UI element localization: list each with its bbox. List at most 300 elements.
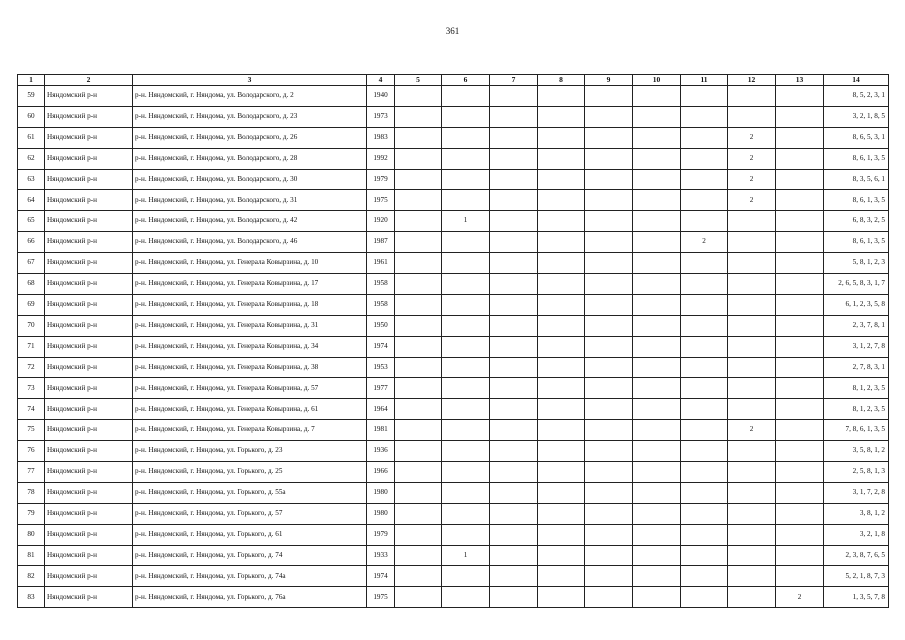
col8-cell — [538, 545, 585, 566]
year-cell: 1975 — [367, 190, 395, 211]
district-cell: Няндомский р-н — [45, 336, 133, 357]
col12-cell — [728, 399, 776, 420]
district-cell: Няндомский р-н — [45, 294, 133, 315]
col5-cell — [395, 86, 442, 107]
year-cell: 1979 — [367, 524, 395, 545]
col11-cell — [681, 211, 728, 232]
year-cell: 1974 — [367, 336, 395, 357]
address-cell: р-н. Няндомский, г. Няндома, ул. Горького, д. 74а — [133, 566, 367, 587]
col11-cell — [681, 253, 728, 274]
year-cell: 1992 — [367, 148, 395, 169]
table-row — [18, 274, 889, 295]
table-row — [18, 127, 889, 148]
col6-cell — [442, 503, 490, 524]
col13-cell — [776, 503, 824, 524]
row-number: 83 — [18, 587, 45, 608]
col10-cell — [633, 399, 681, 420]
codes-cell: 2, 3, 7, 8, 1 — [824, 315, 889, 336]
row-number: 75 — [18, 420, 45, 441]
address-cell: р-н. Няндомский, г. Няндома, ул. Генерала Ковырзина, д. 17 — [133, 274, 367, 295]
col11-cell — [681, 294, 728, 315]
col9-cell — [585, 106, 633, 127]
col7-cell — [490, 503, 538, 524]
year-cell: 1958 — [367, 294, 395, 315]
col13-cell — [776, 482, 824, 503]
row-number: 69 — [18, 294, 45, 315]
col13-cell — [776, 545, 824, 566]
address-cell: р-н. Няндомский, г. Няндома, ул. Генерала Ковырзина, д. 38 — [133, 357, 367, 378]
table-row — [18, 545, 889, 566]
col7-cell — [490, 587, 538, 608]
address-cell: р-н. Няндомский, г. Няндома, ул. Горького, д. 25 — [133, 462, 367, 483]
table-row — [18, 462, 889, 483]
table-row — [18, 399, 889, 420]
col9-cell — [585, 482, 633, 503]
col5-cell — [395, 274, 442, 295]
district-cell: Няндомский р-н — [45, 545, 133, 566]
col8-cell — [538, 566, 585, 587]
row-number: 71 — [18, 336, 45, 357]
col9-cell — [585, 294, 633, 315]
address-cell: р-н. Няндомский, г. Няндома, ул. Генерала Ковырзина, д. 10 — [133, 253, 367, 274]
district-cell: Няндомский р-н — [45, 274, 133, 295]
district-cell: Няндомский р-н — [45, 420, 133, 441]
year-cell: 1966 — [367, 462, 395, 483]
address-cell: р-н. Няндомский, г. Няндома, ул. Володарского, д. 28 — [133, 148, 367, 169]
address-cell: р-н. Няндомский, г. Няндома, ул. Горького, д. 57 — [133, 503, 367, 524]
row-number: 70 — [18, 315, 45, 336]
codes-cell: 5, 2, 1, 8, 7, 3 — [824, 566, 889, 587]
col5-cell — [395, 315, 442, 336]
col13-cell — [776, 399, 824, 420]
table-row — [18, 566, 889, 587]
address-cell: р-н. Няндомский, г. Няндома, ул. Володарского, д. 2 — [133, 86, 367, 107]
address-cell: р-н. Няндомский, г. Няндома, ул. Володарского, д. 30 — [133, 169, 367, 190]
district-cell: Няндомский р-н — [45, 441, 133, 462]
col10-cell — [633, 378, 681, 399]
col10-cell — [633, 357, 681, 378]
col13-cell — [776, 315, 824, 336]
col9-cell — [585, 336, 633, 357]
col10-cell — [633, 315, 681, 336]
col11-cell — [681, 274, 728, 295]
district-cell: Няндомский р-н — [45, 315, 133, 336]
table-row — [18, 336, 889, 357]
codes-cell: 6, 8, 3, 2, 5 — [824, 211, 889, 232]
table-row — [18, 524, 889, 545]
col5-cell — [395, 587, 442, 608]
col6-cell — [442, 232, 490, 253]
col6-cell — [442, 357, 490, 378]
col8-cell — [538, 211, 585, 232]
col13-cell — [776, 127, 824, 148]
col5-cell — [395, 169, 442, 190]
col11-cell — [681, 587, 728, 608]
col10-cell — [633, 503, 681, 524]
address-cell: р-н. Няндомский, г. Няндома, ул. Горького, д. 74 — [133, 545, 367, 566]
row-number: 76 — [18, 441, 45, 462]
col5-cell — [395, 190, 442, 211]
year-cell: 1975 — [367, 587, 395, 608]
col13-cell — [776, 566, 824, 587]
col11-cell — [681, 106, 728, 127]
col13-cell — [776, 524, 824, 545]
col12-cell — [728, 462, 776, 483]
col9-cell — [585, 127, 633, 148]
year-cell: 1920 — [367, 211, 395, 232]
col6-cell — [442, 587, 490, 608]
col12-cell — [728, 378, 776, 399]
col10-cell — [633, 169, 681, 190]
col10-cell — [633, 545, 681, 566]
col7-cell — [490, 462, 538, 483]
column-header-4: 4 — [367, 75, 395, 86]
district-cell: Няндомский р-н — [45, 357, 133, 378]
year-cell: 1973 — [367, 106, 395, 127]
col7-cell — [490, 211, 538, 232]
housing-table — [17, 74, 889, 608]
col9-cell — [585, 545, 633, 566]
col10-cell — [633, 190, 681, 211]
col13-cell — [776, 336, 824, 357]
col7-cell — [490, 232, 538, 253]
col6-cell — [442, 127, 490, 148]
col10-cell — [633, 482, 681, 503]
codes-cell: 7, 8, 6, 1, 3, 5 — [824, 420, 889, 441]
col5-cell — [395, 566, 442, 587]
col12-cell — [728, 357, 776, 378]
col10-cell — [633, 587, 681, 608]
district-cell: Няндомский р-н — [45, 503, 133, 524]
col9-cell — [585, 524, 633, 545]
address-cell: р-н. Няндомский, г. Няндома, ул. Володарского, д. 46 — [133, 232, 367, 253]
address-cell: р-н. Няндомский, г. Няндома, ул. Генерала Ковырзина, д. 34 — [133, 336, 367, 357]
col8-cell — [538, 169, 585, 190]
year-cell: 1980 — [367, 482, 395, 503]
table-row — [18, 294, 889, 315]
table-body — [18, 86, 889, 608]
col7-cell — [490, 482, 538, 503]
col13-cell — [776, 253, 824, 274]
col8-cell — [538, 524, 585, 545]
col6-cell — [442, 253, 490, 274]
codes-cell: 8, 6, 1, 3, 5 — [824, 190, 889, 211]
col5-cell — [395, 232, 442, 253]
col11-cell — [681, 441, 728, 462]
table-row — [18, 148, 889, 169]
col7-cell — [490, 566, 538, 587]
col12-cell — [728, 232, 776, 253]
col8-cell — [538, 148, 585, 169]
year-cell: 1961 — [367, 253, 395, 274]
column-header-13: 13 — [776, 75, 824, 86]
col8-cell — [538, 86, 585, 107]
col5-cell — [395, 357, 442, 378]
col7-cell — [490, 378, 538, 399]
col8-cell — [538, 106, 585, 127]
col13-cell — [776, 148, 824, 169]
codes-cell: 2, 6, 5, 8, 3, 1, 7 — [824, 274, 889, 295]
col10-cell — [633, 253, 681, 274]
col7-cell — [490, 399, 538, 420]
codes-cell: 3, 8, 1, 2 — [824, 503, 889, 524]
table-row — [18, 86, 889, 107]
row-number: 66 — [18, 232, 45, 253]
row-number: 60 — [18, 106, 45, 127]
codes-cell: 1, 3, 5, 7, 8 — [824, 587, 889, 608]
year-cell: 1936 — [367, 441, 395, 462]
column-header-3: 3 — [133, 75, 367, 86]
address-cell: р-н. Няндомский, г. Няндома, ул. Генерала Ковырзина, д. 31 — [133, 315, 367, 336]
address-cell: р-н. Няндомский, г. Няндома, ул. Горького, д. 76а — [133, 587, 367, 608]
year-cell: 1987 — [367, 232, 395, 253]
col12-cell: 2 — [728, 190, 776, 211]
col6-cell — [442, 420, 490, 441]
col9-cell — [585, 253, 633, 274]
codes-cell: 3, 5, 8, 1, 2 — [824, 441, 889, 462]
col12-cell — [728, 315, 776, 336]
col5-cell — [395, 503, 442, 524]
col13-cell — [776, 294, 824, 315]
codes-cell: 8, 1, 2, 3, 5 — [824, 378, 889, 399]
col6-cell — [442, 315, 490, 336]
col7-cell — [490, 86, 538, 107]
table-row — [18, 482, 889, 503]
col5-cell — [395, 336, 442, 357]
col7-cell — [490, 441, 538, 462]
table-row — [18, 357, 889, 378]
col11-cell — [681, 86, 728, 107]
col11-cell — [681, 148, 728, 169]
row-number: 72 — [18, 357, 45, 378]
col9-cell — [585, 211, 633, 232]
year-cell: 1981 — [367, 420, 395, 441]
col5-cell — [395, 106, 442, 127]
col10-cell — [633, 211, 681, 232]
codes-cell: 3, 1, 2, 7, 8 — [824, 336, 889, 357]
address-cell: р-н. Няндомский, г. Няндома, ул. Володарского, д. 42 — [133, 211, 367, 232]
col6-cell: 1 — [442, 211, 490, 232]
col5-cell — [395, 294, 442, 315]
district-cell: Няндомский р-н — [45, 190, 133, 211]
col11-cell — [681, 315, 728, 336]
address-cell: р-н. Няндомский, г. Няндома, ул. Генерала Ковырзина, д. 61 — [133, 399, 367, 420]
col10-cell — [633, 336, 681, 357]
address-cell: р-н. Няндомский, г. Няндома, ул. Горького, д. 55а — [133, 482, 367, 503]
col11-cell — [681, 462, 728, 483]
col10-cell — [633, 274, 681, 295]
row-number: 65 — [18, 211, 45, 232]
col6-cell — [442, 566, 490, 587]
col8-cell — [538, 274, 585, 295]
col10-cell — [633, 566, 681, 587]
col9-cell — [585, 503, 633, 524]
col6-cell — [442, 190, 490, 211]
col7-cell — [490, 524, 538, 545]
col13-cell — [776, 211, 824, 232]
district-cell: Няндомский р-н — [45, 482, 133, 503]
district-cell: Няндомский р-н — [45, 169, 133, 190]
col9-cell — [585, 420, 633, 441]
codes-cell: 8, 6, 1, 3, 5 — [824, 232, 889, 253]
year-cell: 1958 — [367, 274, 395, 295]
row-number: 61 — [18, 127, 45, 148]
col8-cell — [538, 336, 585, 357]
col7-cell — [490, 545, 538, 566]
year-cell: 1964 — [367, 399, 395, 420]
col12-cell — [728, 524, 776, 545]
column-header-11: 11 — [681, 75, 728, 86]
col12-cell — [728, 106, 776, 127]
col7-cell — [490, 357, 538, 378]
col11-cell — [681, 399, 728, 420]
address-cell: р-н. Няндомский, г. Няндома, ул. Володарского, д. 23 — [133, 106, 367, 127]
col7-cell — [490, 190, 538, 211]
col8-cell — [538, 232, 585, 253]
row-number: 67 — [18, 253, 45, 274]
col8-cell — [538, 127, 585, 148]
column-header-9: 9 — [585, 75, 633, 86]
col7-cell — [490, 106, 538, 127]
col13-cell — [776, 190, 824, 211]
col6-cell — [442, 524, 490, 545]
col8-cell — [538, 294, 585, 315]
col8-cell — [538, 462, 585, 483]
col12-cell — [728, 253, 776, 274]
table-row — [18, 503, 889, 524]
col6-cell — [442, 274, 490, 295]
col10-cell — [633, 420, 681, 441]
col12-cell — [728, 294, 776, 315]
year-cell: 1977 — [367, 378, 395, 399]
year-cell: 1974 — [367, 566, 395, 587]
col6-cell — [442, 106, 490, 127]
col10-cell — [633, 106, 681, 127]
col6-cell — [442, 399, 490, 420]
column-header-10: 10 — [633, 75, 681, 86]
year-cell: 1950 — [367, 315, 395, 336]
col6-cell — [442, 482, 490, 503]
col6-cell — [442, 169, 490, 190]
col10-cell — [633, 462, 681, 483]
col5-cell — [395, 482, 442, 503]
col10-cell — [633, 148, 681, 169]
codes-cell: 5, 8, 1, 2, 3 — [824, 253, 889, 274]
col5-cell — [395, 148, 442, 169]
col7-cell — [490, 294, 538, 315]
col5-cell — [395, 211, 442, 232]
codes-cell: 2, 5, 8, 1, 3 — [824, 462, 889, 483]
district-cell: Няндомский р-н — [45, 587, 133, 608]
row-number: 73 — [18, 378, 45, 399]
col12-cell — [728, 503, 776, 524]
col7-cell — [490, 169, 538, 190]
col9-cell — [585, 86, 633, 107]
codes-cell: 2, 3, 8, 7, 6, 5 — [824, 545, 889, 566]
col5-cell — [395, 545, 442, 566]
year-cell: 1979 — [367, 169, 395, 190]
row-number: 80 — [18, 524, 45, 545]
col12-cell — [728, 86, 776, 107]
col13-cell — [776, 420, 824, 441]
address-cell: р-н. Няндомский, г. Няндома, ул. Горького, д. 61 — [133, 524, 367, 545]
col7-cell — [490, 315, 538, 336]
col12-cell — [728, 441, 776, 462]
col7-cell — [490, 336, 538, 357]
col13-cell — [776, 106, 824, 127]
page-number: 361 — [445, 26, 460, 36]
col11-cell — [681, 169, 728, 190]
header-row — [18, 75, 889, 86]
col10-cell — [633, 127, 681, 148]
col13-cell: 2 — [776, 587, 824, 608]
col11-cell — [681, 566, 728, 587]
col13-cell — [776, 169, 824, 190]
col12-cell: 2 — [728, 169, 776, 190]
col8-cell — [538, 420, 585, 441]
col5-cell — [395, 378, 442, 399]
col9-cell — [585, 148, 633, 169]
row-number: 74 — [18, 399, 45, 420]
col5-cell — [395, 524, 442, 545]
col9-cell — [585, 190, 633, 211]
col11-cell — [681, 545, 728, 566]
col12-cell — [728, 587, 776, 608]
year-cell: 1940 — [367, 86, 395, 107]
row-number: 64 — [18, 190, 45, 211]
address-cell: р-н. Няндомский, г. Няндома, ул. Генерала Ковырзина, д. 7 — [133, 420, 367, 441]
col9-cell — [585, 315, 633, 336]
col9-cell — [585, 441, 633, 462]
column-header-8: 8 — [538, 75, 585, 86]
district-cell: Няндомский р-н — [45, 106, 133, 127]
codes-cell: 8, 3, 5, 6, 1 — [824, 169, 889, 190]
col11-cell — [681, 482, 728, 503]
col9-cell — [585, 169, 633, 190]
row-number: 81 — [18, 545, 45, 566]
col7-cell — [490, 127, 538, 148]
row-number: 79 — [18, 503, 45, 524]
col11-cell — [681, 336, 728, 357]
table-row — [18, 232, 889, 253]
column-header-14: 14 — [824, 75, 889, 86]
col8-cell — [538, 587, 585, 608]
col13-cell — [776, 462, 824, 483]
codes-cell: 8, 6, 1, 3, 5 — [824, 148, 889, 169]
district-cell: Няндомский р-н — [45, 127, 133, 148]
col8-cell — [538, 399, 585, 420]
row-number: 59 — [18, 86, 45, 107]
col10-cell — [633, 441, 681, 462]
column-header-1: 1 — [18, 75, 45, 86]
row-number: 68 — [18, 274, 45, 295]
row-number: 62 — [18, 148, 45, 169]
district-cell: Няндомский р-н — [45, 148, 133, 169]
col9-cell — [585, 378, 633, 399]
col10-cell — [633, 232, 681, 253]
table-row — [18, 378, 889, 399]
table-row — [18, 587, 889, 608]
district-cell: Няндомский р-н — [45, 399, 133, 420]
year-cell: 1980 — [367, 503, 395, 524]
col9-cell — [585, 357, 633, 378]
col11-cell — [681, 127, 728, 148]
col6-cell — [442, 441, 490, 462]
address-cell: р-н. Няндомский, г. Няндома, ул. Генерала Ковырзина, д. 18 — [133, 294, 367, 315]
col12-cell — [728, 482, 776, 503]
col8-cell — [538, 482, 585, 503]
col8-cell — [538, 315, 585, 336]
